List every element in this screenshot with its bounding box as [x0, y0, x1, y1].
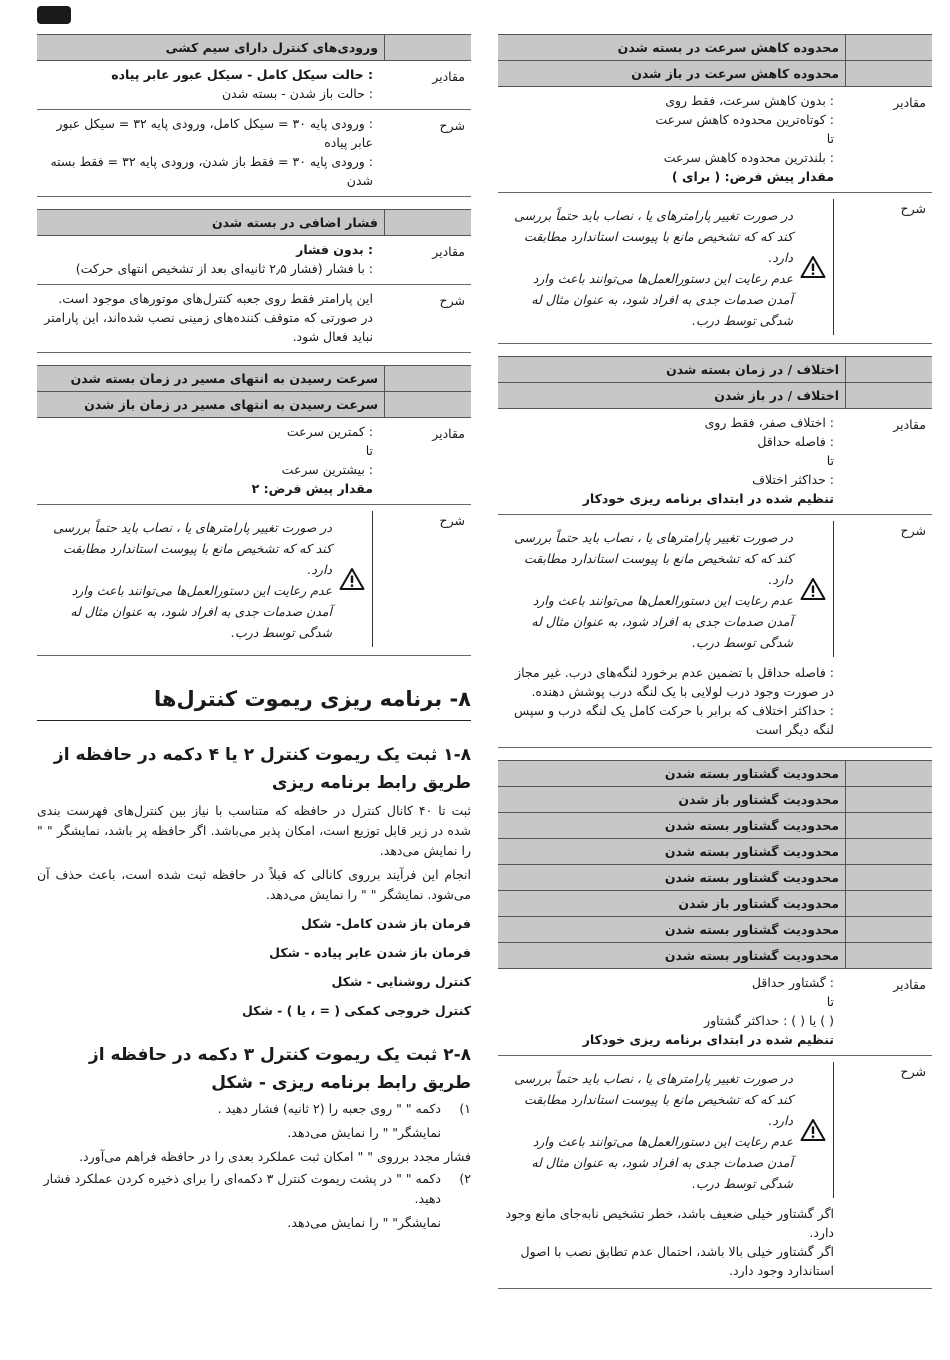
offset-block	[498, 356, 932, 748]
paragraph: ثبت تا ۴۰ کانال کنترل در حافظه که متناسب با نیاز بین کنترل‌های فهرست بندی شده در زیر قابل توزیع است، امکان پذیر می‌باشد. اگر حافظه پر باشد، نمایشگر " " را نمایش می‌دهد.	[37, 803, 471, 858]
step-text: دکمه " " در پشت ریموت کنترل ۳ دکمه‌ای را برای ذخیره کردن عملکرد فشار دهید.	[43, 1171, 441, 1206]
description-line: در صورتی که متوقف کننده‌های زمینی نصب شده‌اند، این پارامتر نباید فعال شود.	[44, 310, 373, 344]
table-header: سرعت رسیدن به انتهای مسیر در زمان باز شدن	[37, 392, 471, 418]
table-header: محدودیت گشتاور بسته شدن	[498, 943, 932, 969]
value-line: تا	[365, 443, 373, 458]
step-item	[37, 1169, 471, 1209]
value-line: : فاصله حداقل	[757, 434, 834, 449]
description-line: : ورودی پایه ۳۰ = سیکل کامل، ورودی پایه ۳۲ = سیکل عبور عابر پیاده	[56, 116, 373, 150]
table-header: محدودیت گشتاور بسته شدن	[498, 865, 932, 891]
values-row	[37, 236, 471, 285]
subsection-title: ۲-۸ ثبت یک ریموت کنترل ۳ دکمه در حافظه از طریق رابط برنامه ریزی - شکل	[88, 1045, 471, 1093]
warning-text: در صورت تغییر پارامترهای یا ، نصاب باید حتماً بررسی کند که که تشخیص مانع با پیوست استاندارد مطابقت دارد.	[514, 1071, 793, 1128]
value-line: : کمترین سرعت	[286, 424, 373, 439]
note-text: اگر گشتاور خیلی ضعیف باشد، خطر تشخیص نابه‌جای مانع وجود دارد.	[505, 1206, 834, 1240]
table-header: فشار اضافی در بسته شدن	[37, 209, 471, 236]
value-line: : حداکثر اختلاف	[752, 472, 834, 487]
end-speed-block	[37, 365, 471, 656]
description-row	[498, 1056, 932, 1289]
values-row	[498, 87, 932, 193]
step-text: دکمه " " روی جعبه را (۲ ثانیه) فشار دهید .	[217, 1101, 441, 1116]
value-line: : حالت سیکل کامل - سیکل عبور عابر پیاده	[111, 67, 373, 82]
table-header: اختلاف / در باز شدن	[498, 383, 932, 409]
default-value: مقدار پیش فرض: ۲	[251, 481, 373, 496]
description-line: : ورودی پایه ۳۰ = فقط باز شدن، ورودی پایه ۳۲ = فقط بسته شدن	[50, 154, 373, 188]
value-line: تا	[826, 453, 834, 468]
note-text: اگر گشتاور خیلی بالا باشد، احتمال عدم تطابق نصب با اصول استاندارد وجود دارد.	[520, 1244, 834, 1278]
extra-pressure-block	[37, 209, 471, 353]
value-line: : بیشترین سرعت	[281, 462, 373, 477]
wired-inputs-block	[37, 34, 471, 197]
values-row	[37, 418, 471, 505]
warning-icon	[800, 255, 826, 279]
value-line: : حالت باز شدن - بسته شدن	[221, 86, 373, 101]
description-label: شرح	[900, 201, 926, 216]
values-row	[37, 61, 471, 110]
values-label: مقادیر	[432, 426, 465, 441]
left-column	[37, 34, 471, 1233]
warning-text: عدم رعایت این دستورالعمل‌ها می‌توانند باعث وارد آمدن صدمات جدی به افراد شود، به عنوان مثال له شدگی توسط درب.	[531, 593, 793, 650]
section-title: ۸- برنامه ریزی ریموت کنترل‌ها	[37, 684, 471, 721]
values-label: مقادیر	[893, 95, 926, 110]
command-item: کنترل خروجی کمکی ( = ، یا ) - شکل	[242, 1003, 471, 1018]
step-note: نمایشگر" " را نمایش می‌دهد.	[287, 1125, 441, 1140]
warning-text: در صورت تغییر پارامترهای یا ، نصاب باید حتماً بررسی کند که که تشخیص مانع با پیوست استاندارد مطابقت دارد.	[514, 208, 793, 265]
description-label: شرح	[900, 1064, 926, 1079]
table-header: ورودی‌های کنترل دارای سیم کشی	[37, 34, 471, 61]
table-header: محدودیت گشتاور باز شدن	[498, 891, 932, 917]
warning-icon	[800, 577, 826, 601]
description-label: شرح	[900, 523, 926, 538]
command-item: فرمان باز شدن کامل- شکل	[300, 916, 471, 931]
subsection-title: ۱-۸ ثبت یک ریموت کنترل ۲ یا ۴ دکمه در حافظه از طریق رابط برنامه ریزی	[53, 745, 471, 793]
warning-box	[41, 511, 373, 647]
slowdown-range-block	[498, 34, 932, 344]
step-note: نمایشگر" " را نمایش می‌دهد.	[287, 1215, 441, 1230]
value-line: ( ) یا ( ) : حداکثر گشتاور	[704, 1013, 834, 1028]
value-line: : گشتاور حداقل	[751, 975, 834, 990]
value-line: : اختلاف صفر، فقط روی	[704, 415, 834, 430]
table-header: محدودیت گشتاور بسته شدن	[498, 917, 932, 943]
default-value: تنظیم شده در ابتدای برنامه ریزی خودکار	[582, 1032, 834, 1047]
description-row	[37, 285, 471, 353]
step-number: ۲)	[459, 1171, 471, 1186]
value-line: : بدون کاهش سرعت، فقط روی	[665, 93, 834, 108]
values-row	[498, 409, 932, 515]
table-header: محدودیت گشتاور باز شدن	[498, 787, 932, 813]
warning-text: عدم رعایت این دستورالعمل‌ها می‌توانند باعث وارد آمدن صدمات جدی به افراد شود، به عنوان مثال له شدگی توسط درب.	[70, 583, 332, 640]
value-line: : با فشار (فشار ۲٫۵ ثانیه‌ای بعد از تشخیص انتهای حرکت)	[75, 261, 373, 276]
page-marker	[37, 6, 71, 24]
note-text: : حداکثر اختلاف که برابر با حرکت کامل یک لنگه درب و سپس لنگه دیگر است	[513, 703, 834, 737]
value-line: : بدون فشار	[296, 242, 373, 257]
table-header: محدوده کاهش سرعت در باز شدن	[498, 61, 932, 87]
table-header: محدودیت گشتاور بسته شدن	[498, 813, 932, 839]
description-row	[37, 110, 471, 197]
value-line: تا	[826, 994, 834, 1009]
warning-text: در صورت تغییر پارامترهای یا ، نصاب باید حتماً بررسی کند که که تشخیص مانع با پیوست استاندارد مطابقت دارد.	[53, 520, 332, 577]
paragraph: فشار مجدد برروی " " امکان ثبت عملکرد بعدی را در حافظه فراهم می‌آورد.	[79, 1149, 471, 1164]
command-item: فرمان باز شدن عابر پیاده - شکل	[269, 945, 471, 960]
values-label: مقادیر	[432, 69, 465, 84]
warning-text: عدم رعایت این دستورالعمل‌ها می‌توانند باعث وارد آمدن صدمات جدی به افراد شود، به عنوان مثال له شدگی توسط درب.	[531, 1134, 793, 1191]
value-line: تا	[826, 131, 834, 146]
values-row	[498, 969, 932, 1056]
table-header: محدودیت گشتاور بسته شدن	[498, 839, 932, 865]
default-value: مقدار پیش فرض: ( برای )	[671, 169, 834, 184]
description-row	[498, 515, 932, 748]
table-header: محدودیت گشتاور بسته شدن	[498, 760, 932, 787]
description-row	[498, 193, 932, 344]
description-row	[37, 505, 471, 656]
values-label: مقادیر	[432, 244, 465, 259]
warning-icon	[339, 567, 365, 591]
right-column	[498, 34, 932, 1301]
command-item: کنترل روشنایی - شکل	[331, 974, 471, 989]
warning-text: عدم رعایت این دستورالعمل‌ها می‌توانند باعث وارد آمدن صدمات جدی به افراد شود، به عنوان مثال له شدگی توسط درب.	[531, 271, 793, 328]
values-label: مقادیر	[893, 417, 926, 432]
step-number: ۱)	[459, 1101, 471, 1116]
description-label: شرح	[439, 118, 465, 133]
value-line: : کوتاه‌ترین محدوده کاهش سرعت	[655, 112, 834, 127]
paragraph: انجام این فرآیند برروی کانالی که قبلاً در حافظه ثبت شده است، باعث حذف آن می‌شود. نمایشگر " " را نمایش می‌دهد.	[37, 867, 471, 902]
values-label: مقادیر	[893, 977, 926, 992]
warning-box	[502, 1062, 834, 1198]
table-header: محدوده کاهش سرعت در بسته شدن	[498, 34, 932, 61]
warning-box	[502, 521, 834, 657]
description-line: این پارامتر فقط روی جعبه کنترل‌های موتورهای موجود است.	[58, 291, 373, 306]
note-text: : فاصله حداقل با تضمین عدم برخورد لنگه‌های درب. غیر مجاز در صورت وجود درب لولایی با یک لنگه درب پوشش دهنده.	[515, 665, 834, 699]
torque-limit-block	[498, 760, 932, 1289]
value-line: : بلندترین محدوده کاهش سرعت	[663, 150, 834, 165]
warning-box	[502, 199, 834, 335]
default-value: تنظیم شده در ابتدای برنامه ریزی خودکار	[582, 491, 834, 506]
remote-programming-section	[37, 684, 471, 1233]
description-label: شرح	[439, 293, 465, 308]
warning-icon	[800, 1118, 826, 1142]
table-header: اختلاف / در زمان بسته شدن	[498, 356, 932, 383]
table-header: سرعت رسیدن به انتهای مسیر در زمان بسته شدن	[37, 365, 471, 392]
description-label: شرح	[439, 513, 465, 528]
step-item	[37, 1099, 471, 1119]
warning-text: در صورت تغییر پارامترهای یا ، نصاب باید حتماً بررسی کند که که تشخیص مانع با پیوست استاندارد مطابقت دارد.	[514, 530, 793, 587]
